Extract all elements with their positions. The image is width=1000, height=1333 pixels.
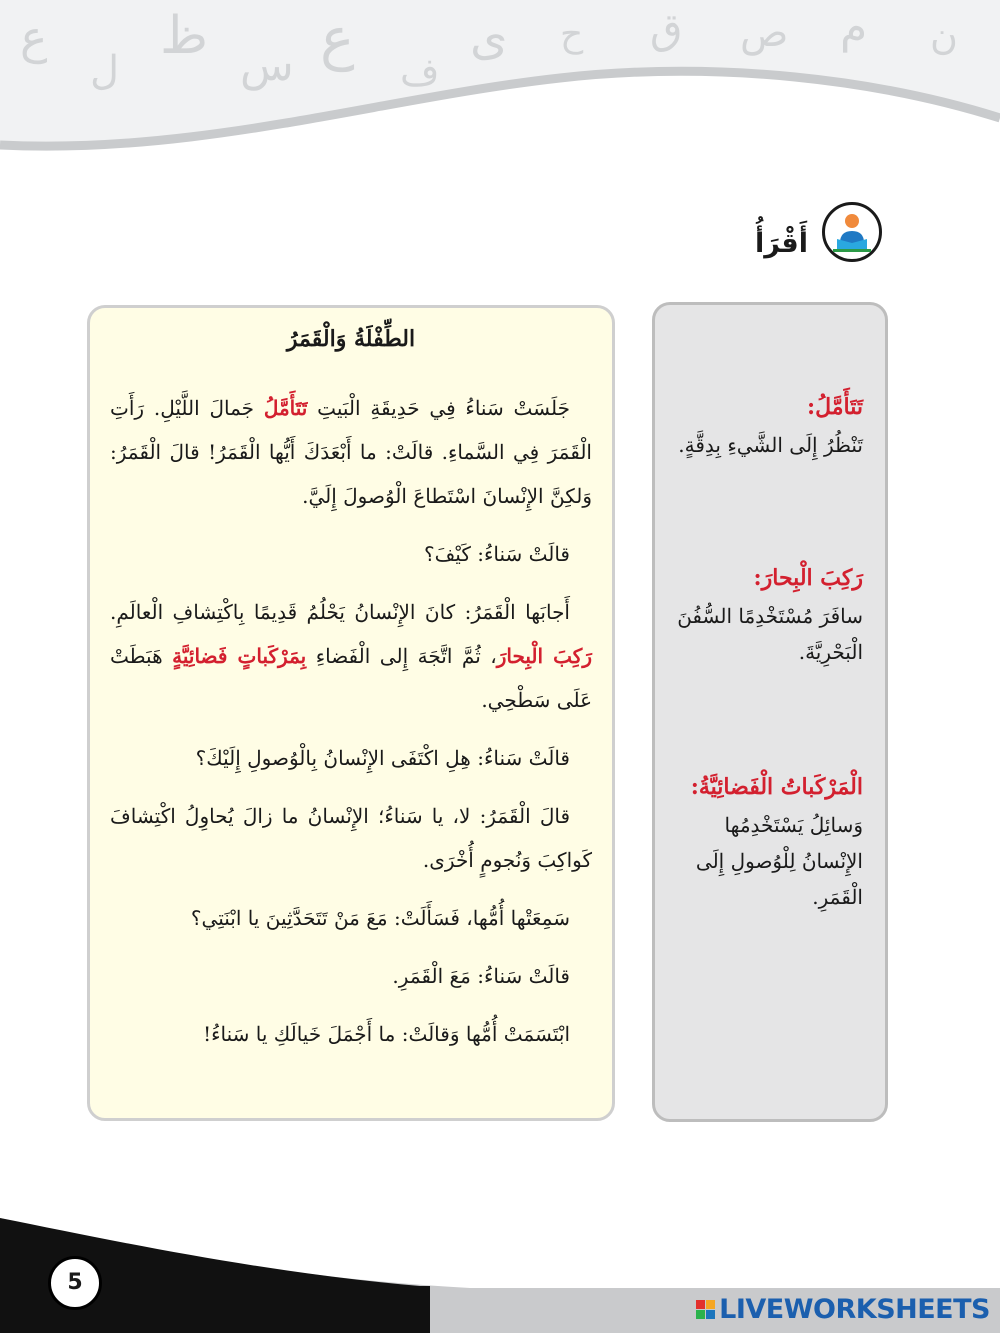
story-box bbox=[87, 305, 615, 1121]
decorative-letter: ل bbox=[90, 48, 120, 94]
section-title: أَقْرَأُ bbox=[755, 228, 808, 259]
reading-child-icon bbox=[822, 202, 882, 262]
page-number: 5 bbox=[48, 1256, 102, 1310]
story-title: الطِّفْلَةُ وَالْقَمَرُ bbox=[286, 326, 416, 352]
liveworksheets-logo-icon bbox=[696, 1300, 715, 1319]
story-paragraph: قالَتْ سَناءُ: هِلِ اكْتَفَى الإِنْسانُ بِالْوُصولِ إِلَيْكَ؟ bbox=[195, 746, 570, 770]
story-paragraph: قالَتْ سَناءُ: كَيْفَ؟ bbox=[423, 542, 570, 566]
glossary-entry bbox=[669, 387, 863, 463]
decorative-letter: ق bbox=[650, 4, 683, 53]
story-paragraph: قالَتْ سَناءُ: مَعَ الْقَمَرِ. bbox=[392, 964, 570, 988]
decorative-letter: ح bbox=[560, 14, 584, 55]
decorative-letter: ن bbox=[930, 14, 958, 58]
story-paragraph: أَجابَها الْقَمَرُ: كانَ الإِنْسانُ يَحْلُمُ قَدِيمًا بِاكْتِشافِ الْعالَمِ. رَكِبَ الْبِحارَ، ثُمَّ اتَّجَهَ إِلى الْفَضاءِ بِمَرْكَباتٍ فَضائِيَّةٍ هَبَطَتْ عَلَى سَطْحِي. bbox=[110, 600, 592, 712]
header-wave bbox=[0, 0, 1000, 170]
decorative-letter: ظ bbox=[160, 6, 209, 66]
decorative-letter: ى bbox=[470, 10, 508, 66]
story-paragraph: سَمِعَتْها أُمُّها، فَسَأَلَتْ: مَعَ مَنْ تَتَحَدَّثِينَ يا ابْنَتِي؟ bbox=[190, 906, 570, 930]
logo-tile bbox=[706, 1310, 715, 1319]
glossary-term: رَكِبَ الْبِحارَ: bbox=[753, 565, 863, 591]
highlighted-word: تَتَأَمَّلُ bbox=[263, 396, 308, 420]
story-paragraph: جَلَسَتْ سَناءُ فِي حَدِيقَةِ الْبَيتِ تَتَأَمَّلُ جَمالَ اللَّيْلِ. رَأَتِ الْقَمَرَ فِي السَّماءِ. قالَتْ: ما أَبْعَدَكَ أَيُّها الْقَمَرُ! قالَ الْقَمَرُ: وَلكِنَّ الإِنْسانَ اسْتَطاعَ الْوُصولَ إِلَيَّ. bbox=[110, 396, 592, 508]
glossary-definition: تَنْظُرُ إِلَى الشَّيءِ بِدِقَّةٍ. bbox=[678, 433, 863, 457]
glossary-definition: سافَرَ مُسْتَخْدِمًا السُّفُنَ الْبَحْرِيَّةَ. bbox=[677, 604, 863, 664]
decorative-letter: م bbox=[840, 2, 868, 53]
story-text bbox=[110, 386, 592, 1070]
logo-tile bbox=[696, 1300, 705, 1309]
logo-tile bbox=[706, 1300, 715, 1309]
liveworksheets-brand[interactable] bbox=[696, 1294, 990, 1325]
decorative-letter: ف bbox=[400, 50, 440, 94]
highlighted-word: بِمَرْكَباتٍ فَضائِيَّةٍ bbox=[172, 644, 307, 668]
glossary-entry bbox=[669, 558, 863, 670]
decorative-letter: ص bbox=[740, 10, 789, 56]
decorative-letter: ع bbox=[20, 10, 48, 64]
glossary-box bbox=[652, 302, 888, 1122]
decorative-letter: س bbox=[240, 40, 294, 91]
story-paragraph: قالَ الْقَمَرُ: لا، يا سَناءُ؛ الإِنْسانُ ما زالَ يُحاوِلُ اكْتِشافَ كَواكِبَ وَنُجومٍ أُخْرَى. bbox=[110, 804, 592, 872]
brand-text: LIVEWORKSHEETS bbox=[719, 1294, 990, 1325]
glossary-entry bbox=[669, 767, 863, 915]
glossary-definition: وَسائِلُ يَسْتَخْدِمُها الإِنْسانُ لِلْوُصولِ إِلَى الْقَمَرِ. bbox=[695, 813, 863, 909]
logo-tile bbox=[696, 1310, 705, 1319]
story-paragraph: ابْتَسَمَتْ أُمُّها وَقالَتْ: ما أَجْمَلَ خَيالَكِ يا سَناءُ! bbox=[203, 1022, 570, 1046]
glossary-term: الْمَرْكَباتُ الْفَضائِيَّةُ: bbox=[690, 774, 863, 800]
glossary-term: تَتَأَمَّلُ: bbox=[806, 394, 863, 420]
highlighted-word: رَكِبَ الْبِحارَ bbox=[496, 644, 592, 668]
decorative-letter: ع bbox=[320, 4, 355, 72]
